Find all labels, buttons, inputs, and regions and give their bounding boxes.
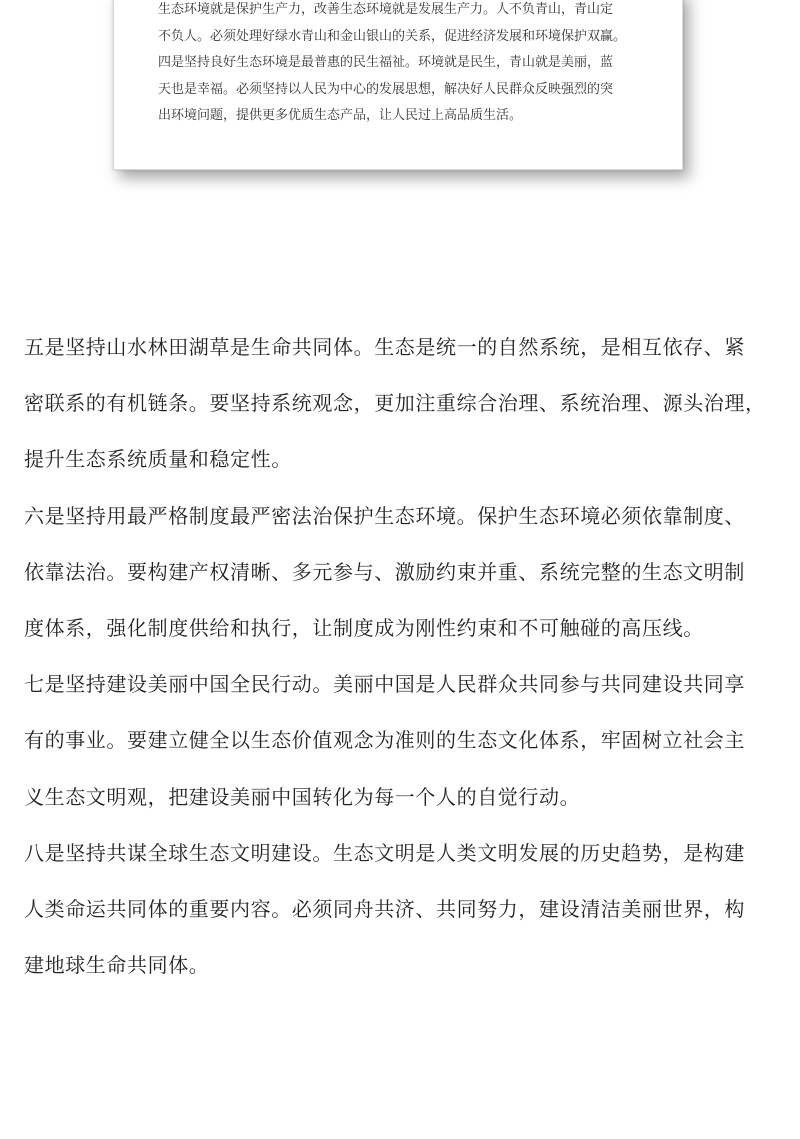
paragraph-line: 五是坚持山水林田湖草是生命共同体。生态是统一的自然系统，是相互依存、紧 xyxy=(24,335,745,359)
paragraph-point-seven xyxy=(24,664,784,833)
card-text-line: 不负人。必须处理好绿水青山和金山银山的关系，促进经济发展和环境保护双赢。 xyxy=(158,28,627,44)
paragraph-line: 提升生态系统质量和稳定性。 xyxy=(24,447,292,472)
article-body xyxy=(24,327,784,1001)
paragraph-line: 六是坚持用最严格制度最严密法治保护生态环境。保护生态环境必须依靠制度、 xyxy=(24,503,745,528)
paragraph-point-six xyxy=(24,496,784,665)
paragraph-line: 人类命运共同体的重要内容。必须同舟共济、共同努力，建设清洁美丽世界，构 xyxy=(24,896,745,921)
document-preview-text xyxy=(158,0,678,130)
paragraph-line: 七是坚持建设美丽中国全民行动。美丽中国是人民群众共同参与共同建设共同享 xyxy=(24,672,745,697)
paragraph-line: 密联系的有机链条。要坚持系统观念，更加注重综合治理、系统治理、源头治理， xyxy=(24,391,766,416)
card-text-line: 生态环境就是保护生产力，改善生态环境就是发展生产力。人不负青山，青山定 xyxy=(158,2,614,17)
paragraph-line: 八是坚持共谋全球生态文明建设。生态文明是人类文明发展的历史趋势，是构建 xyxy=(24,840,745,865)
paragraph-point-eight xyxy=(24,833,784,1002)
card-text-line: 天也是幸福。必须坚持以人民为中心的发展思想，解决好人民群众反映强烈的突 xyxy=(158,81,614,97)
paragraph-line: 度体系，强化制度供给和执行，让制度成为刚性约束和不可触碰的高压线。 xyxy=(24,615,704,640)
paragraph-line: 建地球生命共同体。 xyxy=(24,953,210,978)
document-preview-card xyxy=(113,0,683,170)
card-text-line: 四是坚持良好生态环境是最普惠的民生福祉。环境就是民生，青山就是美丽，蓝 xyxy=(158,55,614,70)
paragraph-line: 依靠法治。要构建产权清晰、多元参与、激励约束并重、系统完整的生态文明制 xyxy=(24,559,745,584)
paragraph-line: 有的事业。要建立健全以生态价值观念为准则的生态文化体系，牢固树立社会主 xyxy=(24,728,745,753)
paragraph-point-five xyxy=(24,327,784,496)
card-text-line: 出环境问题，提供更多优质生态产品，让人民过上高品质生活。 xyxy=(158,108,523,123)
paragraph-line: 义生态文明观，把建设美丽中国转化为每一个人的自觉行动。 xyxy=(24,784,581,809)
